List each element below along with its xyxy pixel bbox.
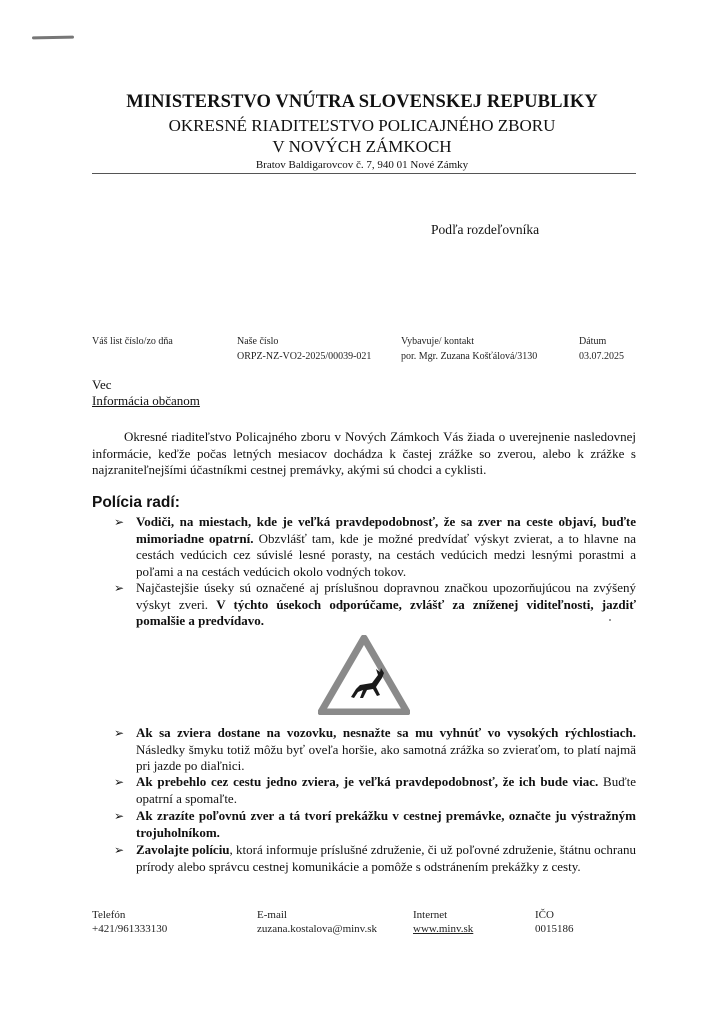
advice-item bbox=[92, 725, 636, 775]
scan-mark bbox=[32, 36, 74, 40]
our-number-value: ORPZ-NZ-VO2-2025/00039-021 bbox=[237, 351, 372, 362]
ico-label: IČO bbox=[535, 909, 554, 921]
date-label: Dátum bbox=[579, 336, 607, 347]
meta-your-letter bbox=[92, 334, 173, 349]
advice-text: Obzvlášť tam, kde je možné predvídať výskyt zvierat, a to hlavne na cestách vedúcich cez súvislé lesné porasty, na cestách vedúcich medzi lesnými porastmi a poľami a na cestách vedúcich okolo vodných tokov. bbox=[136, 530, 636, 579]
deer-warning-sign-icon bbox=[318, 635, 410, 715]
advice-text: Buďte opatrní a spomaľte. bbox=[136, 774, 636, 806]
arrow-bullet-icon: ➢ bbox=[114, 726, 125, 740]
police-advice-heading: Polícia radí: bbox=[92, 494, 180, 511]
advice-item bbox=[92, 774, 636, 807]
our-number-label: Naše číslo bbox=[237, 336, 279, 347]
handled-value: por. Mgr. Zuzana Košťálová/3130 bbox=[401, 351, 538, 362]
advice-item bbox=[92, 842, 636, 875]
subject-block bbox=[92, 377, 200, 409]
email-value[interactable]: zuzana.kostalova@minv.sk bbox=[257, 923, 377, 935]
arrow-bullet-icon: ➢ bbox=[114, 775, 125, 789]
city-title: V NOVÝCH ZÁMKOCH bbox=[272, 137, 452, 156]
advice-text: Následky šmyku totiž môžu byť oveľa horšie, ako samotná zrážka so zvieraťom, to platí najmä pri jazde po diaľnici. bbox=[136, 741, 636, 773]
office-address: Bratov Baldigarovcov č. 7, 940 01 Nové Zámky bbox=[255, 159, 469, 171]
recipient: Podľa rozdeľovníka bbox=[431, 222, 540, 237]
advice-bold: Zavolajte políciu bbox=[136, 842, 230, 857]
ministry-title: MINISTERSTVO VNÚTRA SLOVENSKEJ REPUBLIKY bbox=[126, 92, 598, 112]
advice-item bbox=[92, 514, 636, 580]
arrow-bullet-icon: ➢ bbox=[114, 515, 125, 529]
advice-bold-tail: V týchto úsekoch odporúčame, zvlášť za zníženej viditeľnosti, jazdiť pomalšie a predvídavo. bbox=[136, 596, 636, 628]
internet-label: Internet bbox=[413, 909, 448, 921]
footer-internet bbox=[413, 908, 473, 936]
advice-bold: Ak zrazíte poľovnú zver a tá tvorí prekážku v cestnej premávke, označte ju výstražným trojuholníkom. bbox=[136, 808, 636, 840]
advice-bold: Ak sa zviera dostane na vozovku, nesnažte sa mu vyhnúť vo vysokých rýchlostiach. bbox=[136, 725, 636, 740]
advice-bold: Vodiči, na miestach, kde je veľká pravdepodobnosť, že sa zver na ceste objaví, buďte mimoriadne opatrní. bbox=[136, 514, 636, 546]
scan-speck bbox=[609, 619, 611, 621]
advice-bold: Ak prebehlo cez cestu jedno zviera, je veľká pravdepodobnosť, že ich bude viac. bbox=[136, 774, 599, 789]
subject-text: Informácia občanom bbox=[92, 393, 200, 408]
advice-item bbox=[92, 580, 636, 630]
advice-text: Najčastejšie úseky sú označené aj príslušnou dopravnou značkou upozorňujúcou na zvýšený výskyt zveri. bbox=[136, 580, 636, 612]
intro-paragraph: Okresné riaditeľstvo Policajného zboru v Nových Zámkoch Vás žiada o uverejnenie nasledovnej informácie, keďže počas letných mesiacov dochádza k častej zrážke so zverou, alebo k zrážke s najzraniteľnejšími účastníkmi cestnej premávky, akými sú chodci a cyklisti. bbox=[92, 429, 636, 477]
arrow-bullet-icon: ➢ bbox=[114, 843, 125, 857]
footer-email bbox=[257, 908, 377, 936]
phone-label: Telefón bbox=[92, 909, 126, 921]
meta-handled-by bbox=[401, 334, 537, 364]
handled-label: Vybavuje/ kontakt bbox=[401, 336, 475, 347]
meta-date bbox=[579, 334, 624, 364]
meta-our-number bbox=[237, 334, 371, 364]
date-value: 03.07.2025 bbox=[579, 351, 624, 362]
arrow-bullet-icon: ➢ bbox=[114, 581, 125, 595]
subject-label: Vec bbox=[92, 377, 112, 392]
office-title: OKRESNÉ RIADITEĽSTVO POLICAJNÉHO ZBORU bbox=[168, 116, 556, 135]
your-letter-label: Váš list číslo/zo dňa bbox=[92, 336, 173, 347]
advice-text: , ktorá informuje príslušné združenie, či už poľovné združenie, štátnu ochranu prírody alebo správcu cestnej komunikácie a pomôže s odstránením prekážky z cesty. bbox=[136, 842, 636, 874]
ico-value: 0015186 bbox=[535, 923, 574, 935]
footer-phone bbox=[92, 908, 167, 936]
footer-ico bbox=[535, 908, 574, 936]
header-divider bbox=[92, 173, 636, 174]
advice-item bbox=[92, 808, 636, 841]
arrow-bullet-icon: ➢ bbox=[114, 809, 125, 823]
phone-value: +421/961333130 bbox=[92, 923, 168, 935]
website-link[interactable]: www.minv.sk bbox=[413, 923, 474, 935]
email-label: E-mail bbox=[257, 909, 287, 921]
